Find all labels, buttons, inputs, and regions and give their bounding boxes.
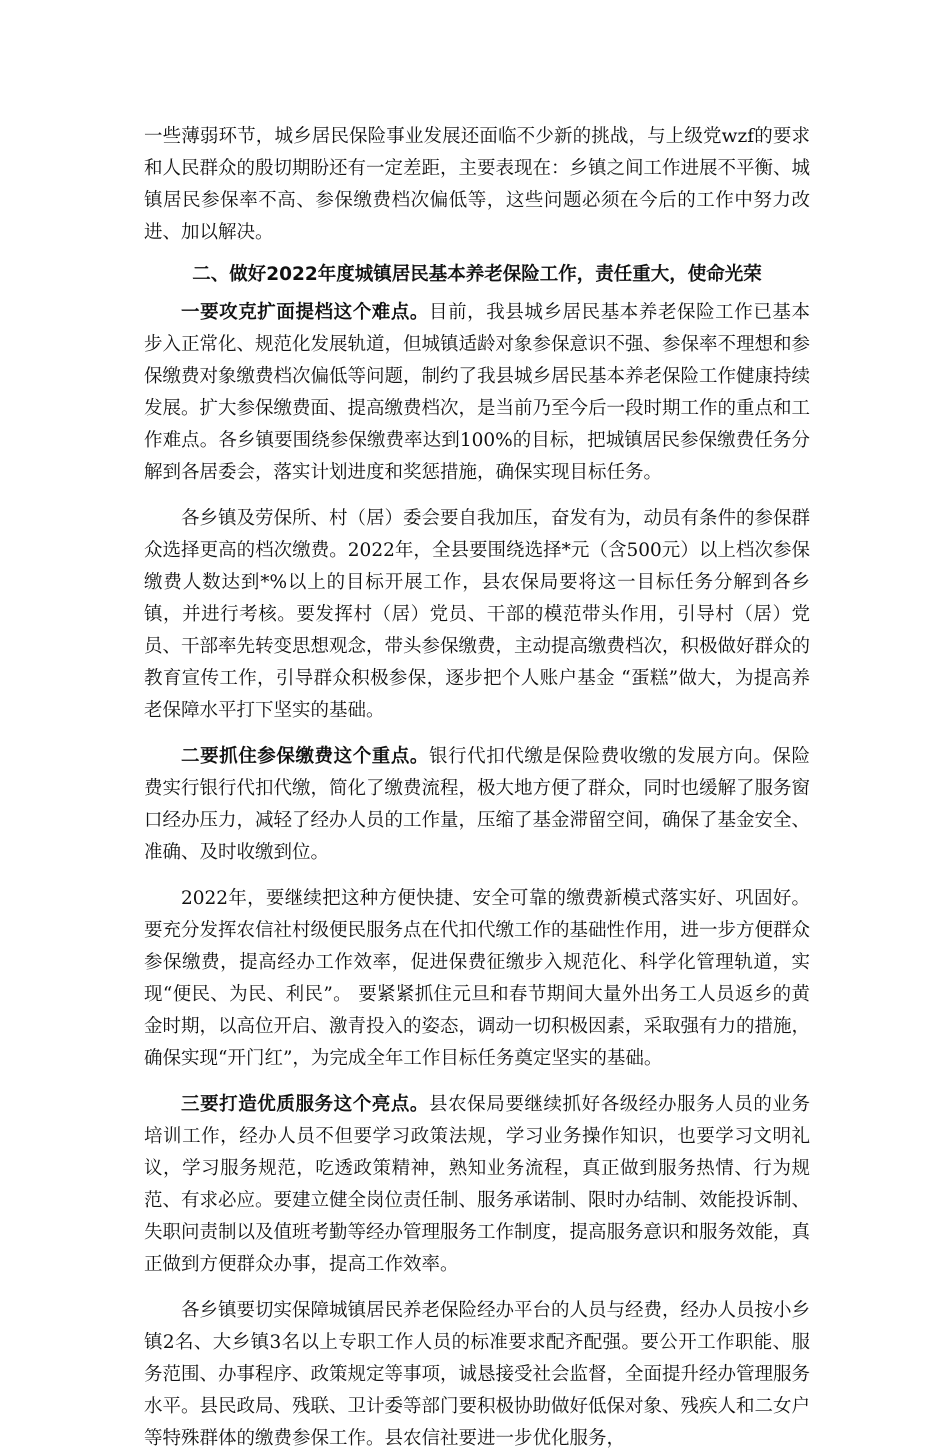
point-1-follow-paragraph: 各乡镇及劳保所、村（居）委会要自我加压，奋发有为，动员有条件的参保群众选择更高的档次缴费。2022年，全县要围绕选择*元（含500元）以上档次参保缴费人数达到*%以上的目标开展工作，县农保局要将这一目标任务分解到各乡镇，并进行考核。要发挥村（居）党员、干部的模范带头作用，引导村（居）党员、干部率先转变思想观念，带头参保缴费，主动提高缴费档次，积极做好群众的教育宣传工作，引导群众积极参保，逐步把个人账户基金 “蛋糕”做大，为提高养老保障水平打下坚实的基础。 [144, 508, 811, 721]
point-1-paragraph [144, 297, 810, 489]
section-heading: 二、做好2022年度城镇居民基本养老保险工作，责任重大，使命光荣 [192, 264, 762, 285]
document-page [144, 121, 810, 1455]
point-2-body: 银行代扣代缴是保险费收缴的发展方向。保险费实行银行代扣代缴，简化了缴费流程，极大地方便了群众，同时也缓解了服务窗口经办压力，减轻了经办人员的工作量，压缩了基金滞留空间，确保了基金安全、准确、及时收缴到位。 [144, 746, 811, 863]
point-1-lead: 一要攻克扩面提档这个难点。 [181, 302, 430, 323]
point-3-lead: 三要打造优质服务这个亮点。 [181, 1094, 430, 1115]
point-2-follow-paragraph: 2022年，要继续把这种方便快捷、安全可靠的缴费新模式落实好、巩固好。要充分发挥农信社村级便民服务点在代扣代缴工作的基础性作用，进一步方便群众参保缴费，提高经办工作效率，促进保费征缴步入规范化、科学化管理轨道，实现“便民、为民、利民”。 要紧紧抓住元旦和春节期间大量外出务工人员返乡的黄金时期，以高位开启、激青投入的姿态，调动一切积极因素，采取强有力的措施，确保实现“开门红”，为完成全年工作目标任务奠定坚实的基础。 [144, 888, 811, 1069]
point-3-follow-paragraph: 各乡镇要切实保障城镇居民养老保险经办平台的人员与经费，经办人员按小乡镇2名、大乡镇3名以上专职工作人员的标准要求配齐配强。要公开工作职能、服务范围、办事程序、政策规定等事项，诚恳接受社会监督，全面提升经办管理服务水平。县民政局、残联、卫计委等部门要积极协助做好低保对象、残疾人和二女户等特殊群体的缴费参保工作。县农信社要进一步优化服务， [144, 1300, 811, 1449]
point-3-body: 县农保局要继续抓好各级经办服务人员的业务培训工作，经办人员不但要学习政策法规，学习业务操作知识，也要学习文明礼议，学习服务规范，吃透政策精神，熟知业务流程，真正做到服务热情、行为规范、有求必应。要建立健全岗位责任制、服务承诺制、限时办结制、效能投诉制、失职问责制以及值班考勤等经办管理服务工作制度，提高服务意识和服务效能，真正做到方便群众办事，提高工作效率。 [144, 1094, 811, 1275]
point-2-lead: 二要抓住参保缴费这个重点。 [181, 746, 430, 767]
point-2-paragraph [144, 741, 810, 869]
point-3-paragraph [144, 1089, 810, 1281]
intro-paragraph: 一些薄弱环节，城乡居民保险事业发展还面临不少新的挑战，与上级党wzf的要求和人民群众的殷切期盼还有一定差距，主要表现在：乡镇之间工作进展不平衡、城镇居民参保率不高、参保缴费档次偏低等，这些问题必须在今后的工作中努力改进、加以解决。 [144, 126, 811, 243]
point-1-body: 目前，我县城乡居民基本养老保险工作已基本步入正常化、规范化发展轨道，但城镇适龄对象参保意识不强、参保率不理想和参保缴费对象缴费档次偏低等问题，制约了我县城乡居民基本养老保险工作健康持续发展。扩大参保缴费面、提高缴费档次，是当前乃至今后一段时期工作的重点和工作难点。各乡镇要围绕参保缴费率达到100%的目标，把城镇居民参保缴费任务分解到各居委会，落实计划进度和奖惩措施，确保实现目标任务。 [144, 302, 811, 483]
